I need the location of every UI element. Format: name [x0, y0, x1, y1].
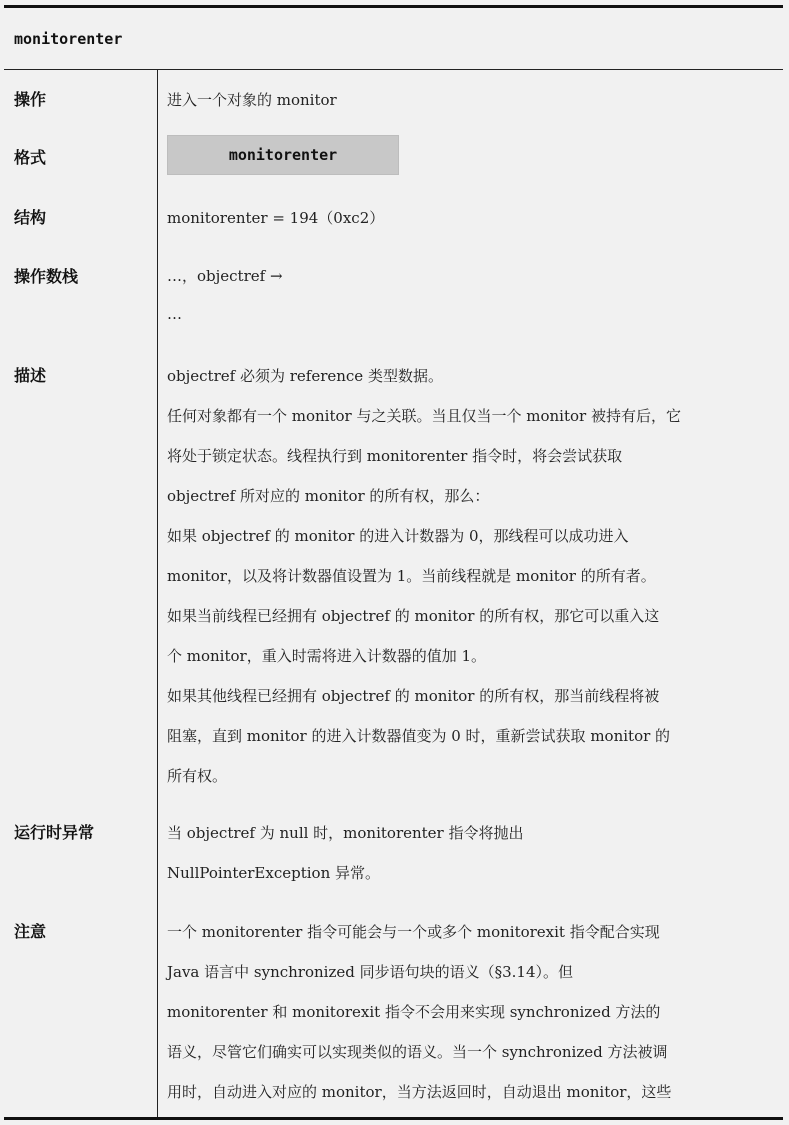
structure-text: monitorenter = 194（0xc2） [167, 209, 385, 227]
runtime-exception-line: 当 objectref 为 null 时，monitorenter 指令将抛出 [167, 824, 524, 842]
description-line: 所有权。 [167, 767, 228, 785]
row-label-notes: 注意 [14, 922, 47, 941]
notes-line: monitorenter 和 monitorexit 指令不会用来实现 synchronized 方法的 [167, 1003, 661, 1021]
description-line: 如果 objectref 的 monitor 的进入计数器为 0，那线程可以成功进入 [167, 527, 629, 545]
column-divider [157, 70, 158, 1117]
row-label-format: 格式 [14, 148, 47, 167]
description-line: 个 monitor，重入时需将进入计数器的值加 1。 [167, 647, 487, 665]
description-line: 如果其他线程已经拥有 objectref 的 monitor 的所有权，那当前线程将被 [167, 687, 660, 705]
description-line: 如果当前线程已经拥有 objectref 的 monitor 的所有权，那它可以重入这 [167, 607, 660, 625]
row-label-operation: 操作 [14, 90, 47, 109]
operand-stack-line: … [167, 305, 182, 323]
notes-line: 一个 monitorenter 指令可能会与一个或多个 monitorexit 指令配合实现 [167, 923, 660, 941]
row-label-description: 描述 [14, 366, 47, 385]
runtime-exception-text [167, 813, 775, 893]
description-line: 将处于锁定状态。线程执行到 monitorenter 指令时，将会尝试获取 [167, 447, 623, 465]
operand-stack-line: …，objectref → [167, 267, 283, 285]
operand-stack-text [167, 257, 775, 333]
description-line: 阻塞，直到 monitor 的进入计数器值变为 0 时，重新尝试获取 monitor 的 [167, 727, 671, 745]
row-label-operand-stack: 操作数栈 [14, 267, 79, 286]
notes-line: Java 语言中 synchronized 同步语句块的语义（§3.14）。但 [167, 963, 574, 981]
description-text [167, 356, 775, 796]
instruction-table [4, 5, 783, 1120]
row-label-structure: 结构 [14, 208, 47, 227]
instruction-title: monitorenter [4, 8, 783, 70]
description-line: objectref 必须为 reference 类型数据。 [167, 367, 443, 385]
runtime-exception-line: NullPointerException 异常。 [167, 864, 381, 882]
notes-line: 用时，自动进入对应的 monitor，当方法返回时，自动退出 monitor，这些 [167, 1083, 672, 1101]
description-line: objectref 所对应的 monitor 的所有权，那么： [167, 487, 490, 505]
operation-text: 进入一个对象的 monitor [167, 91, 337, 109]
description-line: monitor，以及将计数器值设置为 1。当前线程就是 monitor 的所有者。 [167, 567, 656, 585]
row-label-runtime-exception: 运行时异常 [14, 823, 95, 842]
format-box: monitorenter [167, 135, 399, 175]
description-line: 任何对象都有一个 monitor 与之关联。当且仅当一个 monitor 被持有后，它 [167, 407, 681, 425]
notes-line: 语义，尽管它们确实可以实现类似的语义。当一个 synchronized 方法被调 [167, 1043, 668, 1061]
notes-text [167, 912, 775, 1112]
